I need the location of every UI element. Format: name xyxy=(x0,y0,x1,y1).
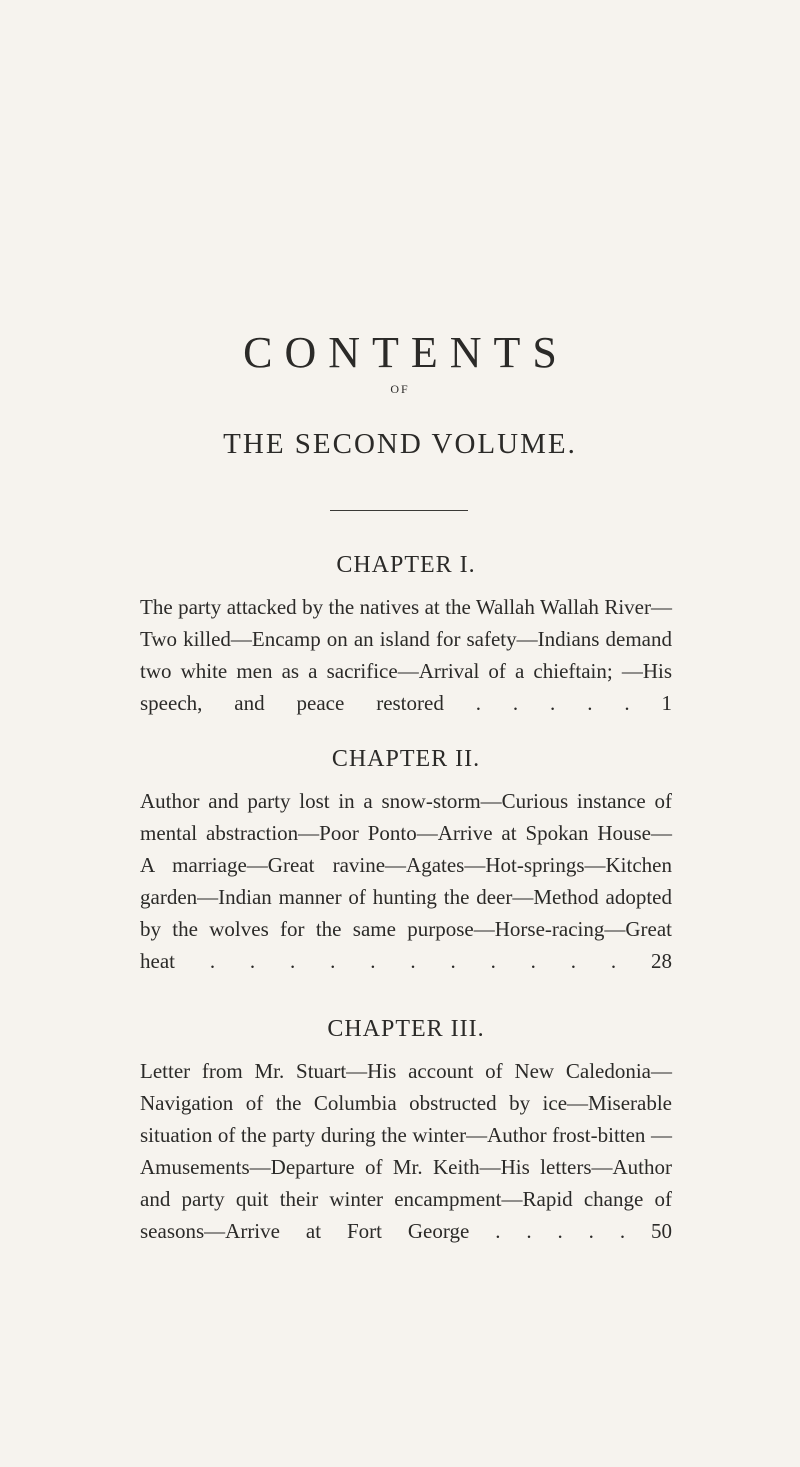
volume-subtitle: THE SECOND VOLUME. xyxy=(223,428,577,460)
horizontal-rule xyxy=(330,510,468,511)
chapter-heading: CHAPTER I. xyxy=(336,552,476,578)
page-title: CONTENTS xyxy=(243,328,569,378)
chapter-summary-text: The party attacked by the natives at the Wallah Wallah River—Two killed—Encamp on an island for safety—Indians demand two white men as a sacrifice—Arrival of a chieftain; —His speech, and peace restored . . . . . xyxy=(140,595,672,715)
chapter-entry xyxy=(140,552,672,719)
page-number: 28 xyxy=(651,949,672,973)
chapter-summary xyxy=(140,785,672,977)
chapter-summary-text: Letter from Mr. Stuart—His account of New Caledonia— Navigation of the Columbia obstructed by ice—Miserable situation of the party during the winter—Author frost-bitten —Amusements—Departure of Mr. Keith—His letters—Author and party quit their winter encampment—Rapid change of seasons—Arrive at Fort George . . . . . xyxy=(140,1059,672,1243)
chapter-heading: CHAPTER II. xyxy=(331,746,481,772)
chapter-entry xyxy=(140,746,672,977)
chapter-summary xyxy=(140,591,672,719)
page-number: 50 xyxy=(651,1219,672,1243)
chapter-entry xyxy=(140,1016,672,1247)
chapter-heading: CHAPTER III. xyxy=(327,1016,485,1042)
page-number: 1 xyxy=(661,691,673,715)
title-connector: OF xyxy=(390,382,410,396)
chapter-summary-text: Author and party lost in a snow-storm—Curious instance of mental abstraction—Poor Ponto—Arrive at Spokan House— A marriage—Great ravine—Agates—Hot-springs—Kitchen garden—Indian manner of hunting the deer—Method adopted by the wolves for the same purpose—Horse-racing—Great heat . . . . . . . . . . . xyxy=(140,789,672,973)
chapter-summary xyxy=(140,1055,672,1247)
